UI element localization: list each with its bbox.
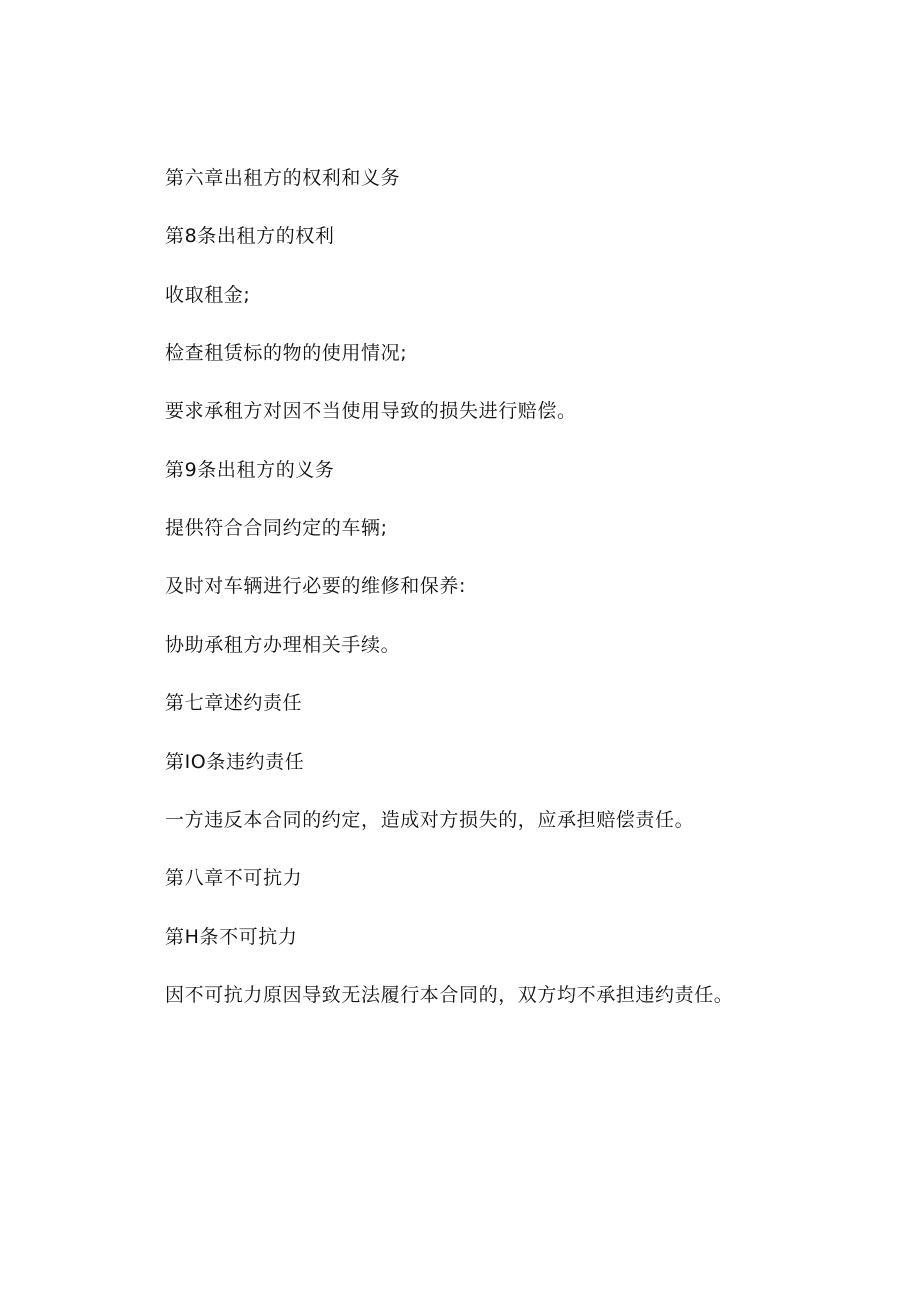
article-11-heading: 第H条不可抗力 [165, 926, 298, 948]
chapter-6-heading: 第六章出租方的权利和义务 [165, 167, 401, 189]
paragraph-line: 及时对车辆进行必要的维修和保养: [165, 575, 467, 597]
paragraph-line: 因不可抗力原因导致无法履行本合同的，双方均不承担违约责任。 [165, 984, 734, 1006]
article-10-heading: 第IO条违约责任 [165, 751, 305, 773]
paragraph-line: 要求承租方对因不当使用导致的损失进行赔偿。 [165, 400, 577, 422]
chapter-8-heading: 第八章不可抗力 [165, 867, 303, 889]
paragraph-line: 一方违反本合同的约定，造成对方损失的，应承担赔偿责任。 [165, 809, 695, 831]
paragraph-line: 提供符合合同约定的车辆; [165, 517, 388, 539]
article-9-heading: 第9条出租方的义务 [165, 459, 335, 481]
paragraph-line: 协助承租方办理相关手续。 [165, 634, 401, 656]
article-8-heading: 第8条出租方的权利 [165, 225, 335, 247]
paragraph-line: 检查租赁标的物的使用情况; [165, 342, 408, 364]
paragraph-line: 收取租金; [165, 284, 251, 306]
chapter-7-heading: 第七章述约责任 [165, 692, 303, 714]
